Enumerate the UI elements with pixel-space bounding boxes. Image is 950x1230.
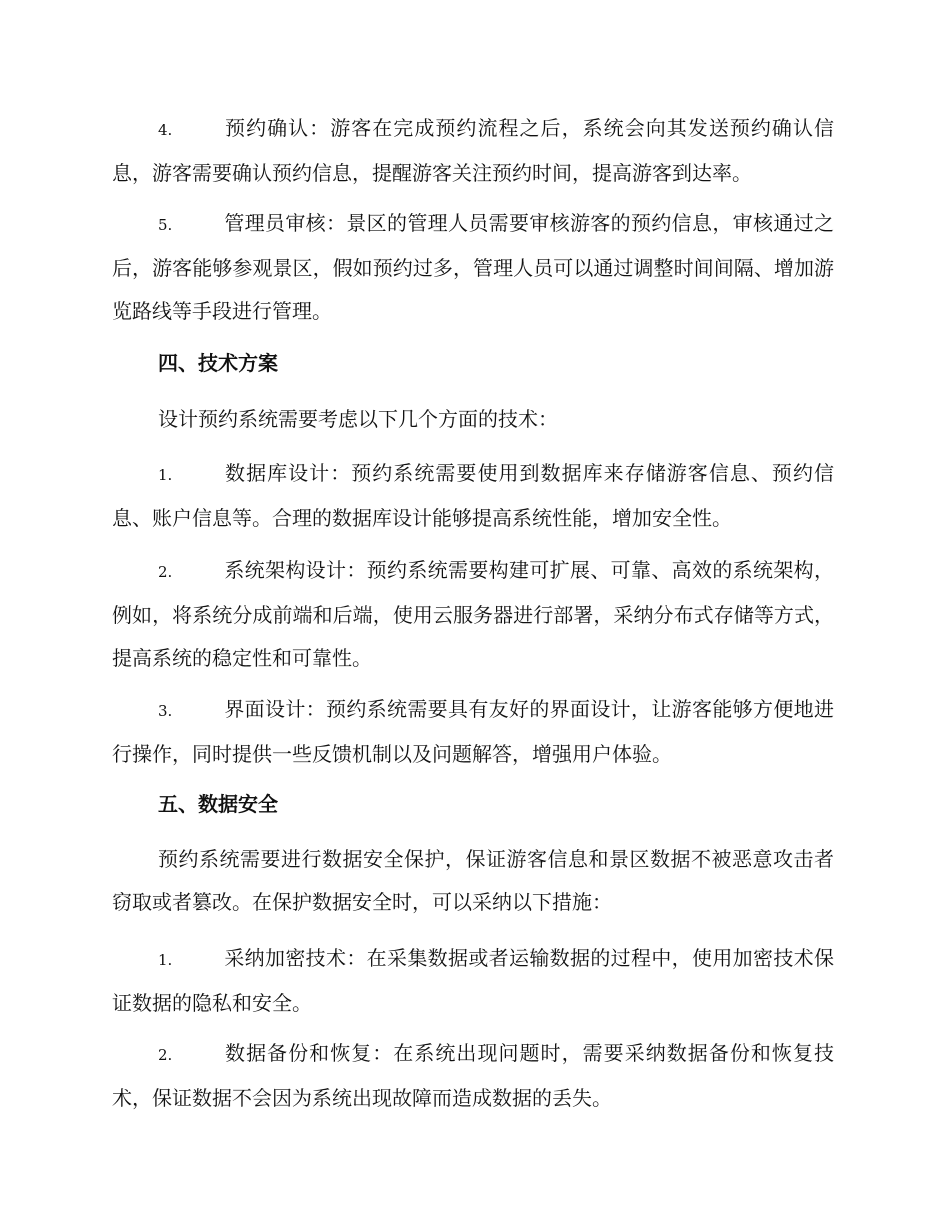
list-item <box>112 688 834 776</box>
list-item <box>112 202 834 333</box>
section-heading: 四、技术方案 <box>158 351 278 375</box>
list-number: 1. <box>158 951 173 969</box>
list-number: 5. <box>158 216 173 234</box>
list-item <box>112 1032 834 1120</box>
list-item-text: 数据库设计：预约系统需要使用到数据库来存储游客信息、预约信息、账户信息等。合理的数据库设计能够提高系统性能，增加安全性。 <box>112 461 834 530</box>
paragraph: 预约系统需要进行数据安全保护，保证游客信息和景区数据不被恶意攻击者窃取或者篡改。在保护数据安全时，可以采纳以下措施： <box>112 847 834 914</box>
list-item-text: 预约确认：游客在完成预约流程之后，系统会向其发送预约确认信息，游客需要确认预约信息，提醒游客关注预约时间，提高游客到达率。 <box>112 116 834 185</box>
section-heading: 五、数据安全 <box>158 792 278 816</box>
list-item-text: 数据备份和恢复：在系统出现问题时，需要采纳数据备份和恢复技术，保证数据不会因为系统出现故障而造成数据的丢失。 <box>112 1041 834 1110</box>
list-item-text: 界面设计：预约系统需要具有友好的界面设计，让游客能够方便地进行操作，同时提供一些反馈机制以及问题解答，增强用户体验。 <box>112 697 834 766</box>
list-item-text: 采纳加密技术：在采集数据或者运输数据的过程中，使用加密技术保证数据的隐私和安全。 <box>112 946 834 1015</box>
list-number: 3. <box>158 702 173 720</box>
paragraph: 设计预约系统需要考虑以下几个方面的技术： <box>158 407 558 431</box>
list-item-text: 系统架构设计：预约系统需要构建可扩展、可靠、高效的系统架构，例如，将系统分成前端和后端，使用云服务器进行部署，采纳分布式存储等方式，提高系统的稳定性和可靠性。 <box>112 558 834 670</box>
list-number: 2. <box>158 563 173 581</box>
list-item-text: 管理员审核：景区的管理人员需要审核游客的预约信息，审核通过之后，游客能够参观景区，假如预约过多，管理人员可以通过调整时间间隔、增加游览路线等手段进行管理。 <box>112 211 834 323</box>
list-item <box>112 549 834 680</box>
list-item <box>112 107 834 195</box>
list-number: 4. <box>158 121 173 139</box>
list-number: 1. <box>158 466 173 484</box>
list-item <box>112 452 834 540</box>
list-item <box>112 937 834 1025</box>
list-number: 2. <box>158 1046 173 1064</box>
